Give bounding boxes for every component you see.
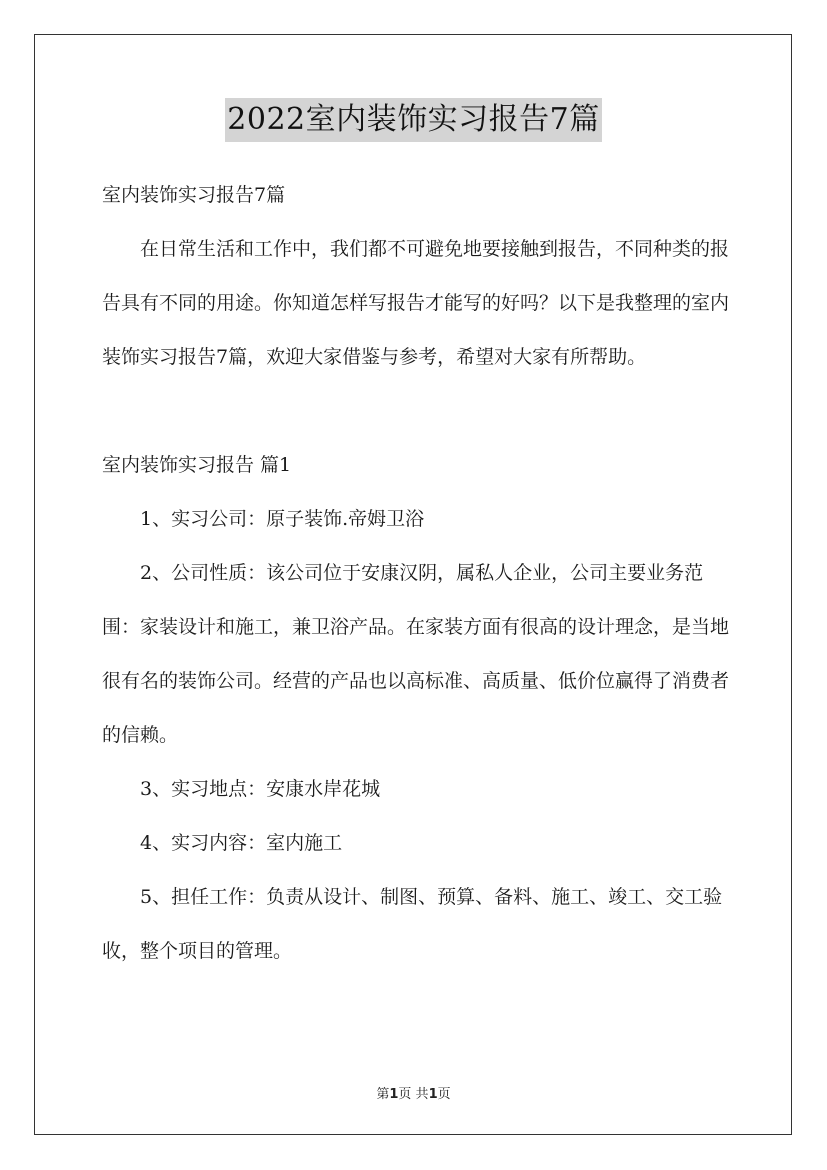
footer-mid: 页 共 [398, 1087, 429, 1102]
intro-paragraph: 在日常生活和工作中，我们都不可避免地要接触到报告，不同种类的报告具有不同的用途。你知道怎样写报告才能写的好吗？以下是我整理的室内装饰实习报告7篇，欢迎大家借鉴与参考，希望对大家有所帮助。 [102, 238, 730, 368]
footer-prefix: 第 [376, 1087, 390, 1102]
list-item: 1、实习公司：原子装饰.帝姆卫浴 [140, 508, 425, 530]
document-body [102, 168, 730, 978]
list-item: 2、公司性质：该公司位于安康汉阴，属私人企业，公司主要业务范围：家装设计和施工，兼卫浴产品。在家装方面有很高的设计理念，是当地很有名的装饰公司。经营的产品也以高标准、高质量、低价位赢得了消费者的信赖。 [102, 562, 730, 746]
section-heading: 室内装饰实习报告 篇1 [102, 454, 292, 476]
document-title: 2022室内装饰实习报告7篇 [225, 98, 601, 142]
list-item: 4、实习内容：室内施工 [140, 832, 343, 854]
footer-page-num: 1 [389, 1087, 399, 1102]
title-wrap [0, 98, 827, 142]
footer-suffix: 页 [437, 1087, 451, 1102]
list-item: 5、担任工作：负责从设计、制图、预算、备料、施工、竣工、交工验收，整个项目的管理。 [102, 886, 723, 962]
page-footer [0, 1083, 827, 1102]
section-gap [102, 384, 730, 438]
list-item: 3、实习地点：安康水岸花城 [140, 778, 381, 800]
document-subtitle: 室内装饰实习报告7篇 [102, 184, 286, 206]
footer-page-total: 1 [428, 1087, 438, 1102]
